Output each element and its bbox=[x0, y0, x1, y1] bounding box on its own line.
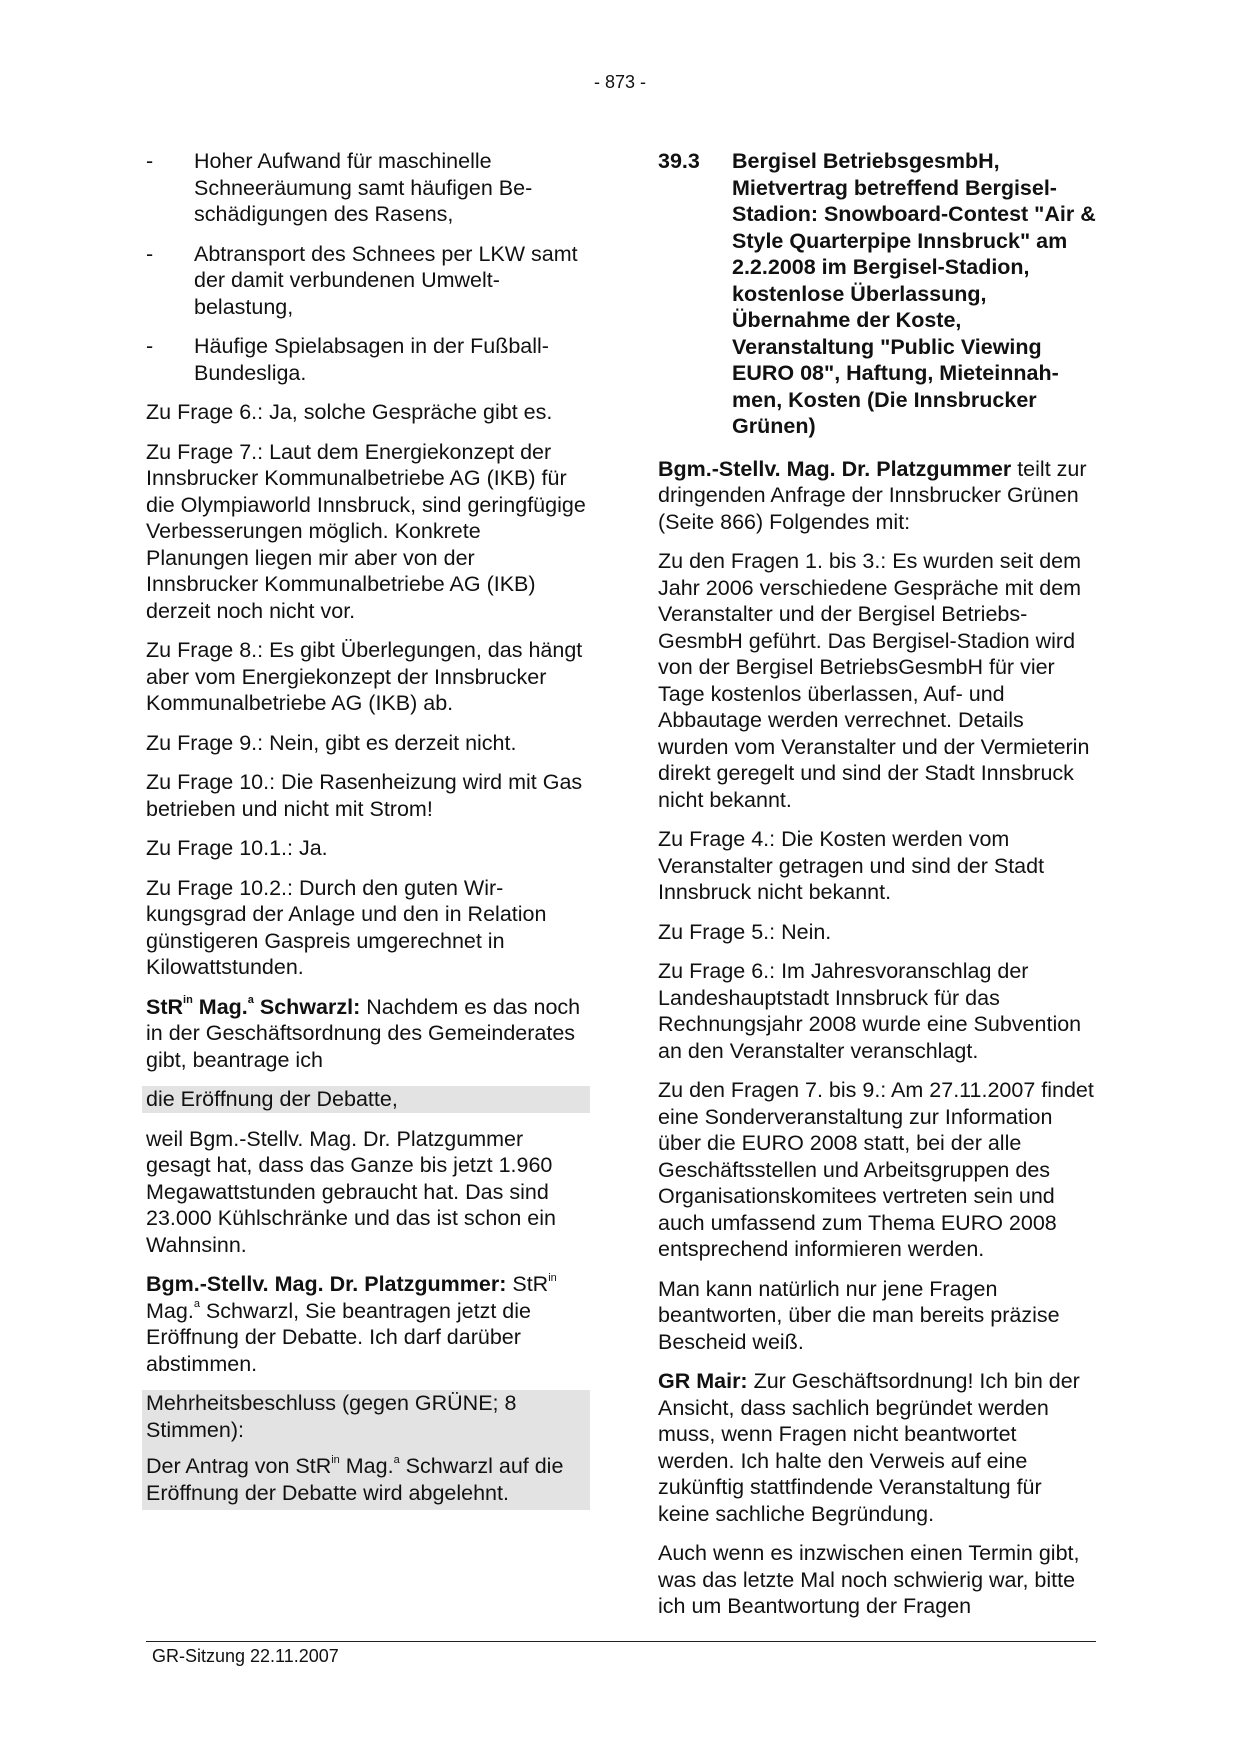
speaker-paragraph: Bgm.-Stellv. Mag. Dr. Platzgummer teilt zur dringenden Anfrage der Innsbrucker Grünen (Seite 866) Folgendes mit: bbox=[658, 456, 1087, 534]
bullet-item: - Hoher Aufwand für maschinelle Schneeräumung samt häufigen Beschädigungen des Rasens, bbox=[146, 148, 586, 228]
answer-paragraph: Zu Frage 10.: Die Rasenheizung wird mit Gas betrieben und nicht mit Strom! bbox=[146, 770, 583, 821]
speaker-paragraph: Bgm.-Stellv. Mag. Dr. Platzgummer: StR$^{in}$ Mag.$^a$ Schwarzl, Sie beantragen jetzt die Eröffnung der Debatte. Ich darf darüber abstimmen. bbox=[146, 1271, 557, 1376]
answer-paragraph: Zu Frage 8.: Es gibt Überlegungen, das hängt aber vom Energiekonzept der Innsbrucker Kommunalbetriebe AG (IKB) ab. bbox=[146, 638, 583, 715]
bullet-item: - Häufige Spielabsagen in der Fußball-Bundesliga. bbox=[146, 333, 586, 386]
answer-paragraph: Zu den Fragen 1. bis 3.: Es wurden seit dem Jahr 2006 verschiedene Gespräche mit dem Veranstalter und der Bergisel Betriebs-GesmbH geführt. Das Bergisel-Stadion wird von der Bergisel BetriebsGesmbH für vier Tage kostenlos überlassen, Auf- und Abbautage werden verrechnet. Details wurden vom Veranstalter und der Vermieterin direkt geregelt und sind der Stadt Innsbruck nicht bekannt. bbox=[658, 549, 1090, 812]
page-number: - 873 - bbox=[593, 72, 647, 92]
speaker-name: StR$^{in}$ Mag.$^a$ Schwarzl: bbox=[146, 994, 361, 1019]
bullet-text: Abtransport des Schnees per LKW samt der damit verbundenen Umweltbelastung, bbox=[194, 241, 578, 319]
left-column bbox=[146, 148, 586, 1510]
answer-paragraph: Zu Frage 5.: Nein. bbox=[658, 919, 832, 944]
agenda-heading bbox=[658, 148, 1098, 440]
footer-text: GR-Sitzung 22.11.2007 bbox=[152, 1646, 339, 1666]
answer-paragraph: Zu Frage 6.: Im Jahresvoranschlag der Landeshauptstadt Innsbruck für das Rechnungsjahr 2008 wurde eine Subvention an den Veranstalter veranschlagt. bbox=[658, 959, 1082, 1063]
footer-divider bbox=[146, 1641, 1096, 1642]
resolution-result: Mehrheitsbeschluss (gegen GRÜNE; 8 Stimmen): bbox=[146, 1391, 517, 1442]
answer-paragraph: Zu Frage 10.2.: Durch den guten Wirkungsgrad der Anlage und den in Relation günstigeren Gaspreis umgerechnet in Kilowattstunden. bbox=[146, 875, 547, 979]
bullet-text: Hoher Aufwand für maschinelle Schneeräumung samt häufigen Beschädigungen des Rasens, bbox=[194, 149, 533, 226]
bullet-text: Häufige Spielabsagen in der Fußball-Bundesliga. bbox=[194, 334, 549, 385]
answer-paragraph: Zu den Fragen 7. bis 9.: Am 27.11.2007 findet eine Sonderveranstaltung zur Information über die EURO 2008 statt, bei der alle Geschäftsstellen und Arbeitsgruppen des Organisationskomitees vertreten sein und auch umfassend zum Thema EURO 2008 entsprechend informieren werden. bbox=[658, 1078, 1094, 1261]
speaker-paragraph: StR$^{in}$ Mag.$^a$ Schwarzl: Nachdem es das noch in der Geschäftsordnung des Gemeinderates gibt, beantrage ich bbox=[146, 994, 581, 1072]
answer-paragraph: Zu Frage 4.: Die Kosten werden vom Veranstalter getragen und sind der Stadt Innsbruck nicht bekannt. bbox=[658, 827, 1045, 904]
resolution-text: Der Antrag von StR$^{in}$ Mag.$^a$ Schwarzl auf die Eröffnung der Debatte wird abgelehnt. bbox=[146, 1453, 564, 1505]
resolution-block bbox=[142, 1390, 590, 1510]
agenda-number: 39.3 bbox=[658, 149, 700, 173]
agenda-title: Bergisel BetriebsgesmbH, Mietvertrag betreffend Bergisel-Stadion: Snowboard-Contest "Air & Style Quarterpipe Innsbruck" am 2.2.2008 im Bergisel-Stadion, kostenlose Überlassung, Übernahme der Koste, Veranstaltung "Public Viewing EURO 08", Haftung, Mieteinnahmen, Kosten (Die Innsbrucker Grünen) bbox=[732, 149, 1096, 438]
speaker-paragraph: weil Bgm.-Stellv. Mag. Dr. Platzgummer gesagt hat, dass das Ganze bis jetzt 1.960 Megawattstunden gebraucht hat. Das sind 23.000 Kühlschränke und das ist schon ein Wahnsinn. bbox=[146, 1126, 556, 1257]
speaker-name: Bgm.-Stellv. Mag. Dr. Platzgummer bbox=[658, 456, 1012, 481]
answer-paragraph: Zu Frage 10.1.: Ja. bbox=[146, 836, 328, 860]
motion-highlight: die Eröffnung der Debatte, bbox=[142, 1086, 590, 1113]
answer-paragraph: Auch wenn es inzwischen einen Termin gibt, was das letzte Mal noch schwierig war, bitte ich um Beantwortung der Fragen bbox=[658, 1541, 1080, 1618]
speaker-paragraph: GR Mair: Zur Geschäftsordnung! Ich bin der Ansicht, dass sachlich begründet werden muss, wenn Fragen nicht beantwortet werden. Ich halte den Verweis auf eine zukünftig stattfindende Veranstaltung für keine sachliche Begründung. bbox=[658, 1369, 1080, 1526]
answer-paragraph: Zu Frage 6.: Ja, solche Gespräche gibt es. bbox=[146, 400, 553, 424]
speaker-name: Bgm.-Stellv. Mag. Dr. Platzgummer: bbox=[146, 1272, 507, 1296]
answer-paragraph: Zu Frage 9.: Nein, gibt es derzeit nicht. bbox=[146, 730, 517, 755]
answer-paragraph: Zu Frage 7.: Laut dem Energiekonzept der Innsbrucker Kommunalbetriebe AG (IKB) für die Olympiaworld Innsbruck, sind geringfügige Verbesserungen möglich. Konkrete Planungen liegen mir aber von der Innsbrucker Kommunalbetriebe AG (IKB) derzeit noch nicht vor. bbox=[146, 439, 586, 623]
bullet-item: - Abtransport des Schnees per LKW samt der damit verbundenen Umweltbelastung, bbox=[146, 241, 586, 321]
answer-paragraph: Man kann natürlich nur jene Fragen beantworten, über die man bereits präzise Bescheid weiß. bbox=[658, 1276, 1060, 1354]
speaker-name: GR Mair: bbox=[658, 1369, 748, 1393]
right-column bbox=[658, 148, 1098, 1633]
